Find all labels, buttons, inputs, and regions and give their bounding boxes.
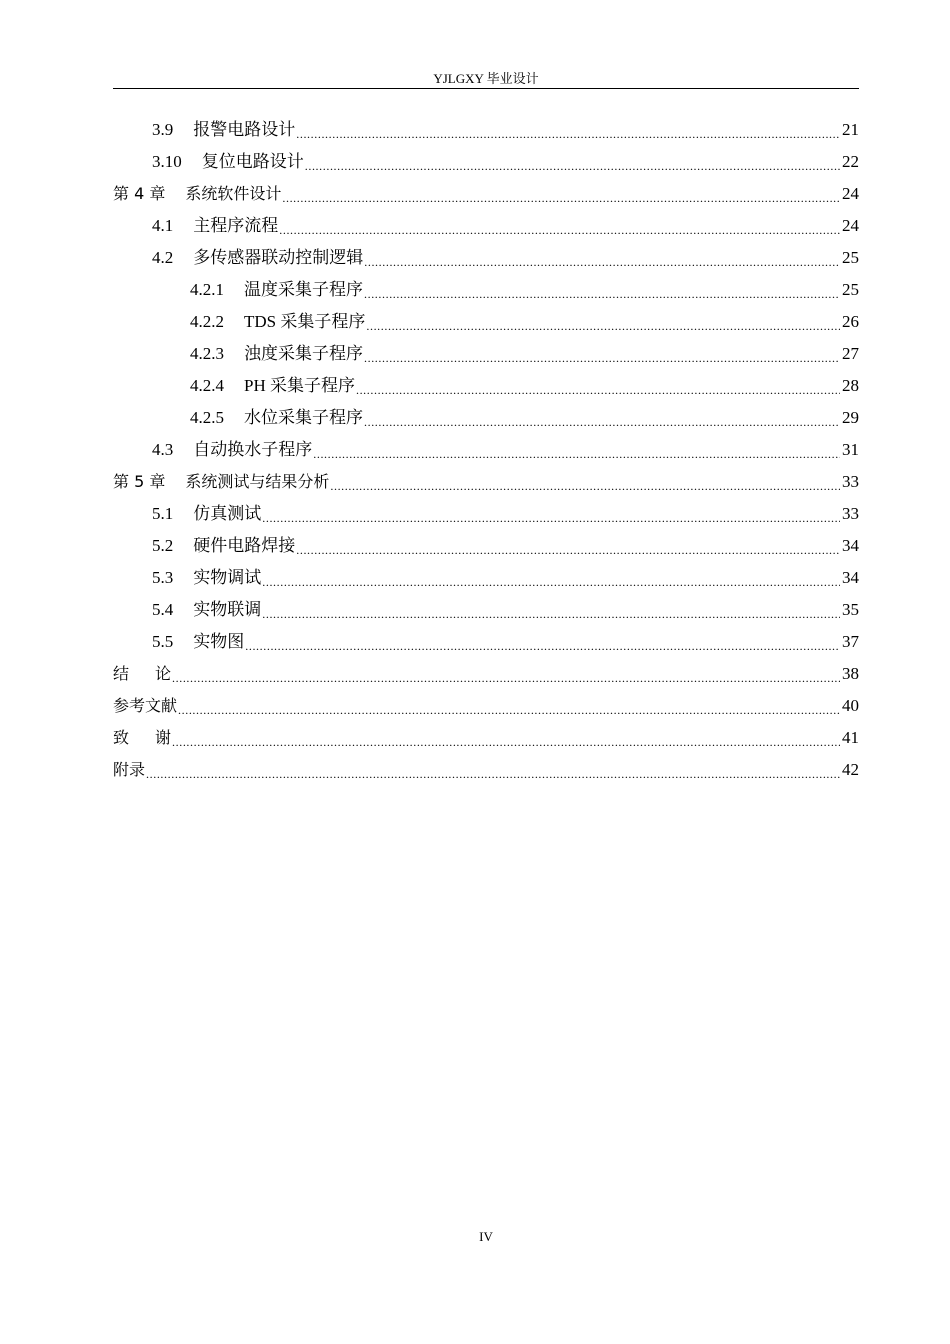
toc-entry[interactable] xyxy=(113,242,859,274)
toc-entry-title: 温度采集子程序 xyxy=(244,280,363,299)
toc-entry-title: 附录 xyxy=(113,760,146,779)
toc-entry[interactable] xyxy=(113,114,859,146)
toc-entry[interactable] xyxy=(113,658,859,690)
toc-entry-title: TDS 采集子程序 xyxy=(244,312,366,331)
toc-entry-page: 31 xyxy=(842,440,859,459)
toc-entry[interactable] xyxy=(113,498,859,530)
toc-entry-page: 41 xyxy=(842,728,859,747)
toc-dot-leader xyxy=(282,178,840,210)
toc-entry-number: 4.2.4 xyxy=(190,376,224,395)
toc-dot-leader xyxy=(172,658,840,690)
toc-entry-number: 第 5 章 xyxy=(113,472,166,491)
toc-dot-leader xyxy=(364,242,840,274)
toc-dot-leader xyxy=(296,530,840,562)
toc-entry-title: 多传感器联动控制逻辑 xyxy=(193,248,364,267)
toc-dot-leader xyxy=(172,722,840,754)
toc-entry[interactable] xyxy=(113,210,859,242)
toc-entry-number: 5.3 xyxy=(152,568,174,587)
toc-entry[interactable] xyxy=(113,626,859,658)
toc-entry-page: 26 xyxy=(842,312,859,331)
toc-entry-page: 34 xyxy=(842,536,859,555)
toc-entry-title: 系统软件设计 xyxy=(185,184,282,203)
toc-entry-title: 实物调试 xyxy=(193,568,262,587)
page-footer xyxy=(113,1228,859,1246)
toc-dot-leader xyxy=(178,690,840,722)
toc-entry[interactable] xyxy=(113,338,859,370)
toc-entry[interactable] xyxy=(113,530,859,562)
page-header xyxy=(113,70,859,88)
toc-entry-number: 第 4 章 xyxy=(113,184,166,203)
toc-entry-page: 40 xyxy=(842,696,859,715)
toc-dot-leader xyxy=(279,210,840,242)
toc-entry-page: 27 xyxy=(842,344,859,363)
toc-entry-number: 5.2 xyxy=(152,536,174,555)
toc-entry-page: 34 xyxy=(842,568,859,587)
toc-entry-page: 28 xyxy=(842,376,859,395)
toc-entry[interactable] xyxy=(113,690,859,722)
header-title: YJLGXY 毕业设计 xyxy=(433,71,539,86)
toc-dot-leader xyxy=(364,338,840,370)
toc-entry-number: 4.2 xyxy=(152,248,174,267)
toc-entry[interactable] xyxy=(113,466,859,498)
toc-entry-title: 系统测试与结果分析 xyxy=(185,472,330,491)
table-of-contents xyxy=(113,114,859,786)
header-rule xyxy=(113,88,859,89)
toc-dot-leader xyxy=(364,402,840,434)
toc-entry-page: 33 xyxy=(842,504,859,523)
toc-entry-title: 致谢 xyxy=(113,728,172,747)
toc-entry-number: 5.4 xyxy=(152,600,174,619)
toc-entry[interactable] xyxy=(113,370,859,402)
toc-entry-page: 21 xyxy=(842,120,859,139)
toc-entry[interactable] xyxy=(113,178,859,210)
toc-entry-number: 4.2.5 xyxy=(190,408,224,427)
toc-dot-leader xyxy=(313,434,840,466)
toc-entry-title: 仿真测试 xyxy=(193,504,262,523)
toc-entry-page: 22 xyxy=(842,152,859,171)
toc-entry-page: 38 xyxy=(842,664,859,683)
toc-entry[interactable] xyxy=(113,146,859,178)
toc-entry-page: 42 xyxy=(842,760,859,779)
toc-entry-number: 5.5 xyxy=(152,632,174,651)
toc-dot-leader xyxy=(146,754,840,786)
toc-dot-leader xyxy=(356,370,840,402)
page-number: IV xyxy=(479,1229,493,1244)
toc-entry-title: 水位采集子程序 xyxy=(244,408,363,427)
toc-entry[interactable] xyxy=(113,402,859,434)
toc-entry-number: 4.3 xyxy=(152,440,174,459)
toc-entry[interactable] xyxy=(113,722,859,754)
toc-entry-title: PH 采集子程序 xyxy=(244,376,355,395)
toc-dot-leader xyxy=(305,146,840,178)
toc-entry-title: 浊度采集子程序 xyxy=(244,344,363,363)
toc-entry-title: 实物联调 xyxy=(193,600,262,619)
toc-entry[interactable] xyxy=(113,562,859,594)
toc-entry-title: 结论 xyxy=(113,664,172,683)
toc-entry-number: 4.2.3 xyxy=(190,344,224,363)
toc-dot-leader xyxy=(366,306,840,338)
toc-entry-page: 24 xyxy=(842,216,859,235)
toc-entry-page: 24 xyxy=(842,184,859,203)
toc-dot-leader xyxy=(364,274,840,306)
toc-entry-number: 4.1 xyxy=(152,216,174,235)
toc-entry-page: 37 xyxy=(842,632,859,651)
toc-entry-page: 25 xyxy=(842,280,859,299)
toc-entry-number: 4.2.2 xyxy=(190,312,224,331)
toc-entry-number: 5.1 xyxy=(152,504,174,523)
toc-entry-title: 报警电路设计 xyxy=(193,120,296,139)
toc-entry-page: 25 xyxy=(842,248,859,267)
toc-dot-leader xyxy=(296,114,840,146)
toc-entry-title: 主程序流程 xyxy=(193,216,279,235)
toc-dot-leader xyxy=(262,498,840,530)
toc-entry-number: 4.2.1 xyxy=(190,280,224,299)
toc-entry-title: 实物图 xyxy=(193,632,245,651)
toc-entry-page: 33 xyxy=(842,472,859,491)
toc-entry-title: 硬件电路焊接 xyxy=(193,536,296,555)
toc-entry-number: 3.9 xyxy=(152,120,174,139)
toc-dot-leader xyxy=(262,562,840,594)
toc-entry-title: 复位电路设计 xyxy=(201,152,304,171)
toc-dot-leader xyxy=(245,626,840,658)
toc-entry[interactable] xyxy=(113,306,859,338)
toc-entry-number: 3.10 xyxy=(152,152,182,171)
toc-dot-leader xyxy=(262,594,840,626)
toc-entry-title: 自动换水子程序 xyxy=(193,440,313,459)
toc-entry[interactable] xyxy=(113,434,859,466)
toc-entry[interactable] xyxy=(113,274,859,306)
toc-entry[interactable] xyxy=(113,594,859,626)
toc-entry-title: 参考文献 xyxy=(113,696,178,715)
toc-dot-leader xyxy=(330,466,840,498)
toc-entry-page: 35 xyxy=(842,600,859,619)
toc-entry[interactable] xyxy=(113,754,859,786)
toc-entry-page: 29 xyxy=(842,408,859,427)
